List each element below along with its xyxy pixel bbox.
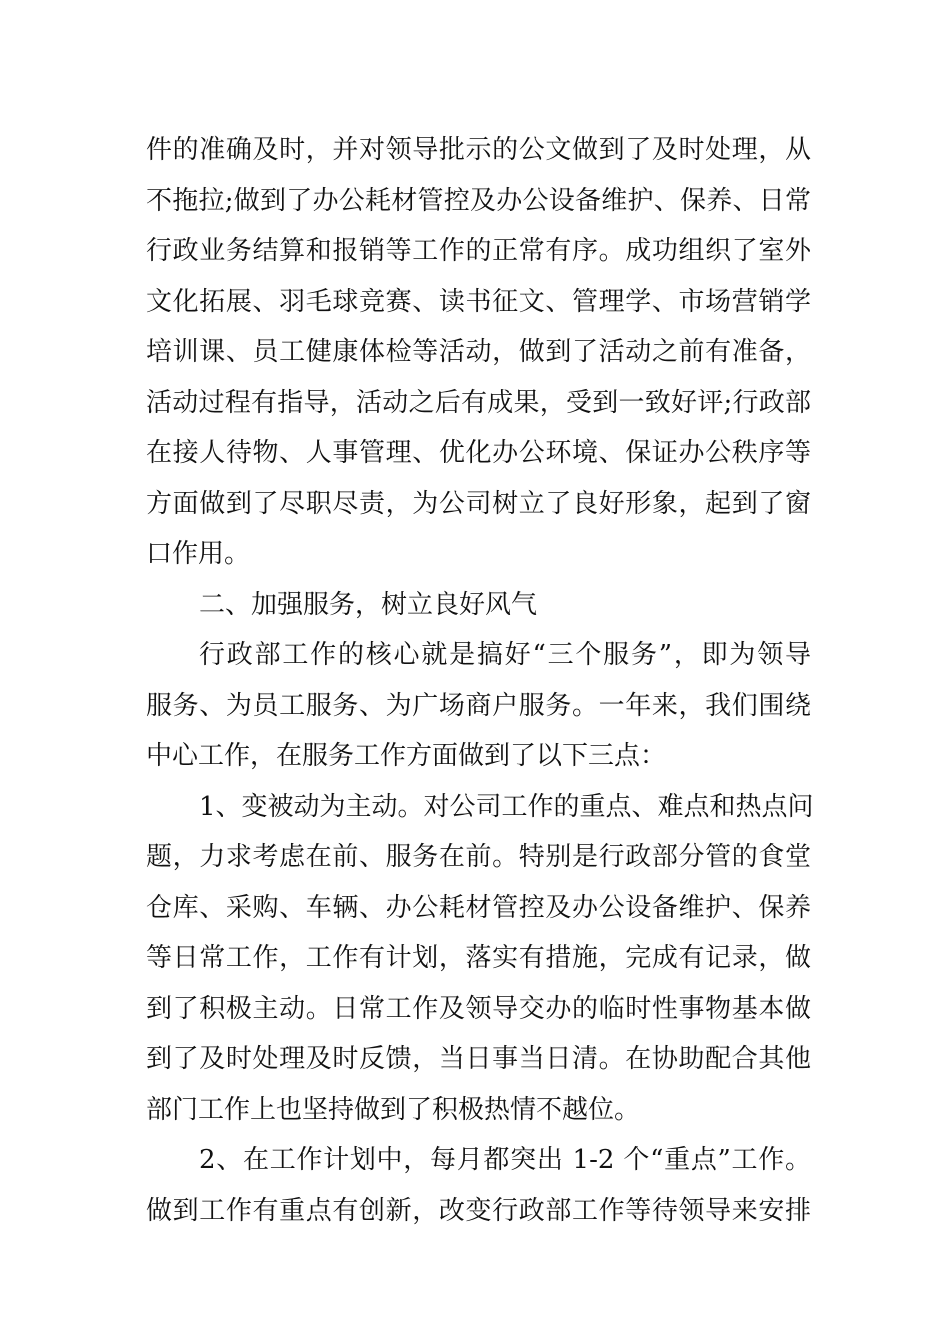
text-line: 仓库、采购、车辆、办公耗材管控及办公设备维护、保养 bbox=[146, 892, 811, 923]
text-line: 部门工作上也坚持做到了积极热情不越位。 bbox=[146, 1094, 641, 1125]
text-line: 2、在工作计划中，每月都突出 1-2 个“重点”工作。 bbox=[199, 1145, 811, 1175]
text-line: 做到工作有重点有创新，改变行政部工作等待领导来安排 bbox=[146, 1195, 811, 1226]
text-line: 服务、为员工服务、为广场商户服务。一年来，我们围绕 bbox=[146, 690, 811, 721]
text-line: 行政业务结算和报销等工作的正常有序。成功组织了室外 bbox=[146, 236, 811, 266]
text-line: 活动过程有指导，活动之后有成果，受到一致好评;行政部 bbox=[146, 387, 811, 418]
text-line: 文化拓展、羽毛球竞赛、读书征文、管理学、市场营销学 bbox=[146, 286, 811, 317]
text-line: 口作用。 bbox=[146, 539, 251, 569]
text-line: 在接人待物、人事管理、优化办公环境、保证办公秩序等 bbox=[146, 438, 811, 468]
text-line: 等日常工作，工作有计划，落实有措施，完成有记录，做 bbox=[146, 943, 811, 973]
document-body bbox=[146, 128, 814, 1239]
text-line: 1、变被动为主动。对公司工作的重点、难点和热点问 bbox=[199, 791, 814, 822]
text-line: 方面做到了尽职尽责，为公司树立了良好形象，起到了窗 bbox=[146, 488, 811, 519]
text-line: 培训课、员工健康体检等活动，做到了活动之前有准备， bbox=[146, 337, 811, 367]
section-heading: 二、加强服务，树立良好风气 bbox=[199, 589, 538, 620]
text-line: 题，力求考虑在前、服务在前。特别是行政部分管的食堂 bbox=[146, 842, 811, 872]
text-line: 到了及时处理及时反馈，当日事当日清。在协助配合其他 bbox=[146, 1044, 811, 1074]
text-line: 到了积极主动。日常工作及领导交办的临时性事物基本做 bbox=[146, 993, 811, 1024]
text-line: 行政部工作的核心就是搞好“三个服务”，即为领导 bbox=[199, 640, 811, 670]
text-line: 中心工作，在服务工作方面做到了以下三点： bbox=[146, 741, 667, 771]
text-line: 不拖拉;做到了办公耗材管控及办公设备维护、保养、日常 bbox=[146, 185, 811, 216]
text-line: 件的准确及时，并对领导批示的公文做到了及时处理，从 bbox=[146, 135, 811, 165]
